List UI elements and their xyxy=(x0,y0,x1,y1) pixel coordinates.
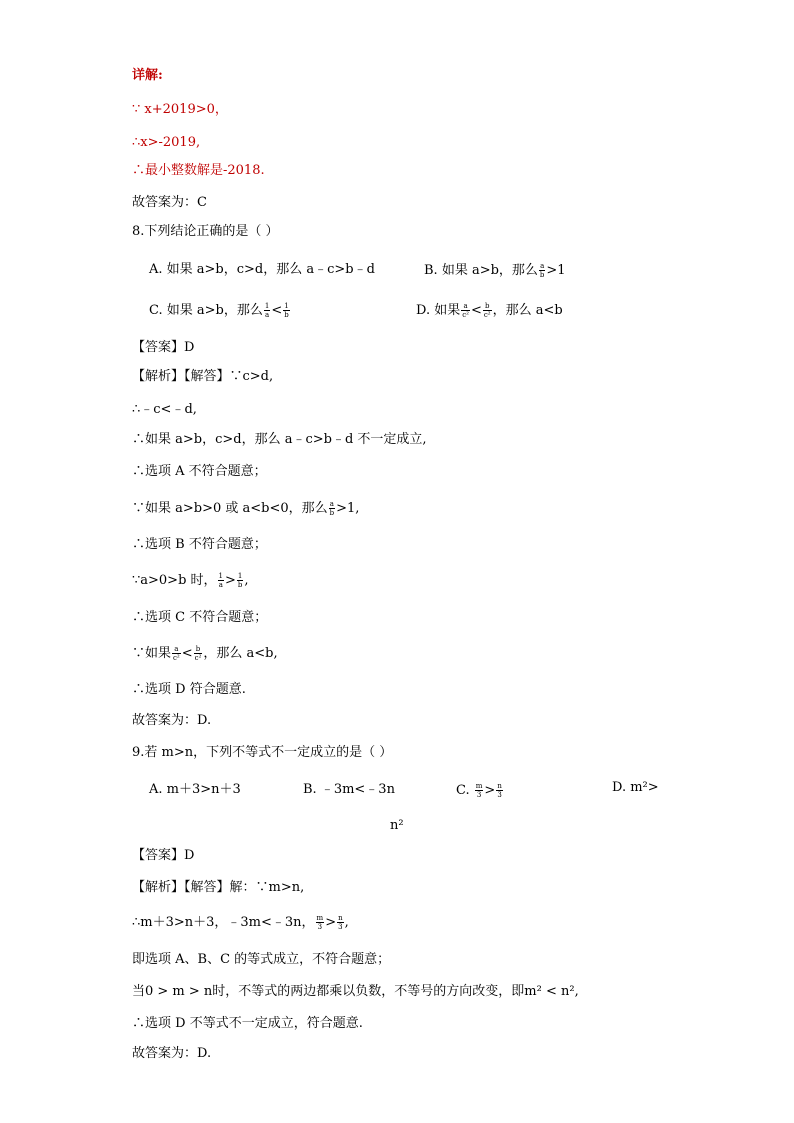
fraction: $\frac{m}{3}$ xyxy=(475,782,483,799)
q9-option-a: A. m＋3>n＋3 xyxy=(149,782,241,797)
fraction: $\frac{a}{\text{c²}}$ xyxy=(173,645,180,662)
answer-9: 【答案】D xyxy=(132,848,195,863)
q8-option-b: B. 如果 a>b，那么 $\frac{a}{b}$ >1 xyxy=(424,262,566,279)
fraction: $\frac{n}{3}$ xyxy=(497,782,502,799)
q8-option-c: C. 如果 a>b，那么 $\frac{1}{a}$ < $\frac{1}{b}$ xyxy=(149,302,289,319)
q9-option-d: D. m²> xyxy=(612,780,659,795)
solution-9-line: 即选项 A、B、C 的等式成立，不符合题意； xyxy=(132,952,391,967)
detail-heading: 详解: xyxy=(132,68,163,83)
fraction: $\frac{n}{3}$ xyxy=(338,914,343,931)
solution-8-line: ∵a>0>b 时， $\frac{1}{a}$ > $\frac{1}{b}$ , xyxy=(132,572,249,589)
solution-8-answer: 故答案为：D. xyxy=(132,713,212,728)
q9-option-c: C. $\frac{m}{3}$ > $\frac{n}{3}$ xyxy=(456,782,502,799)
fraction: $\frac{1}{b}$ xyxy=(284,302,289,319)
fraction: $\frac{m}{3}$ xyxy=(316,914,324,931)
q9-option-d-cont: n² xyxy=(390,818,404,833)
solution-8-line: ∴选项 A 不符合题意； xyxy=(132,464,267,479)
fraction: $\frac{a}{b}$ xyxy=(329,500,335,517)
solution-8-line: ∵如果 $\frac{a}{\text{c²}}$ < $\frac{b}{\text{c²}}$ ，那么 a<b, xyxy=(132,645,278,662)
fraction: $\frac{a}{b}$ xyxy=(539,262,545,279)
detail-line: ∴x>-2019, xyxy=(132,135,201,150)
question-9: 9.若 m>n，下列不等式不一定成立的是（ ） xyxy=(132,745,393,760)
q9-option-b: B. ﹣3m<﹣3n xyxy=(303,782,395,797)
detail-line: ∴最小整数解是-2018. xyxy=(132,163,265,178)
solution-9-line: 当0 > m > n时，不等式的两边都乘以负数，不等号的方向改变，即m² < n², xyxy=(132,984,579,999)
q8-option-d: D. 如果 $\frac{a}{\text{c²}}$ < $\frac{b}{\text{c²}}$ ，那么 a<b xyxy=(416,302,563,319)
detail-line: ∵ x+2019>0， xyxy=(132,102,228,117)
solution-8-line: ∴﹣c<﹣d, xyxy=(132,402,197,417)
answer-line: 故答案为：C xyxy=(132,195,207,210)
fraction: $\frac{b}{\text{c²}}$ xyxy=(194,645,202,662)
solution-8-line: ∴选项 C 不符合题意； xyxy=(132,610,268,625)
solution-9-line: ∴选项 D 不等式不一定成立，符合题意. xyxy=(132,1016,363,1031)
solution-8-line: ∴如果 a>b，c>d，那么 a﹣c>b﹣d 不一定成立, xyxy=(132,432,427,447)
solution-9-line: ∴m＋3>n＋3，﹣3m<﹣3n， $\frac{m}{3}$ > $\frac{n}{3}$ , xyxy=(132,914,349,931)
q8-option-a: A. 如果 a>b，c>d，那么 a﹣c>b﹣d xyxy=(149,262,375,277)
question-8: 8.下列结论正确的是（ ） xyxy=(132,224,279,239)
fraction: $\frac{a}{\text{c²}}$ xyxy=(462,302,469,319)
solution-8-line: ∵如果 a>b>0 或 a<b<0，那么 $\frac{a}{b}$ >1, xyxy=(132,500,360,517)
fraction: $\frac{1}{b}$ xyxy=(237,572,243,589)
solution-8-line: 【解析】【解答】∵c>d, xyxy=(132,369,274,384)
fraction: $\frac{1}{a}$ xyxy=(264,302,270,319)
fraction: $\frac{1}{a}$ xyxy=(218,572,224,589)
solution-8-line: ∴选项 D 符合题意. xyxy=(132,682,246,697)
solution-9-answer: 故答案为：D. xyxy=(132,1046,212,1061)
answer-8: 【答案】D xyxy=(132,340,195,355)
fraction: $\frac{b}{\text{c²}}$ xyxy=(483,302,491,319)
solution-9-line: 【解析】【解答】解：∵m>n, xyxy=(132,880,305,895)
solution-8-line: ∴选项 B 不符合题意； xyxy=(132,537,267,552)
